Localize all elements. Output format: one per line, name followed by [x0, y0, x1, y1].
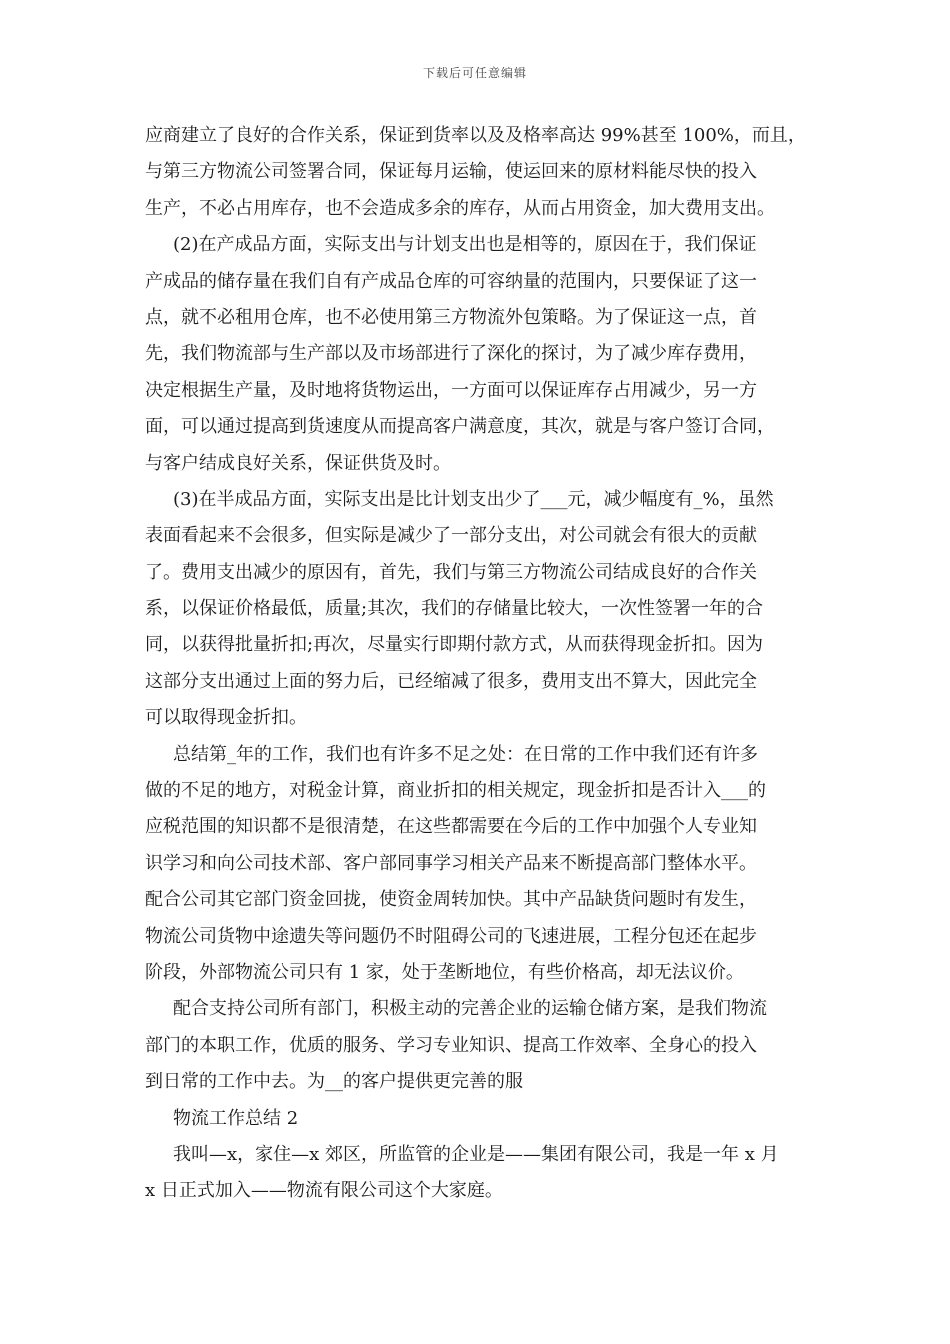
text-line: 了。费用支出减少的原因有，首先，我们与第三方物流公司结成良好的合作关 — [145, 561, 757, 583]
document-body — [145, 118, 813, 1210]
text-line: 总结第_年的工作，我们也有许多不足之处：在日常的工作中我们还有许多 — [173, 743, 758, 765]
text-line: 这部分支出通过上面的努力后，已经缩减了很多，费用支出不算大，因此完全 — [145, 670, 757, 692]
text-line: 应商建立了良好的合作关系，保证到货率以及及格率高达 99%甚至 100%，而且， — [145, 125, 806, 146]
text-line: 配合支持公司所有部门，积极主动的完善企业的运输仓储方案，是我们物流 — [173, 998, 767, 1020]
text-line: 产成品的储存量在我们自有产成品仓库的可容纳量的范围内，只要保证了这一 — [145, 270, 757, 292]
text-line: 面，可以通过提高到货速度从而提高客户满意度，其次，就是与客户签订合同， — [145, 416, 775, 438]
text-line: 物流公司货物中途遗失等问题仍不时阻碍公司的飞速进展，工程分包还在起步 — [145, 925, 757, 947]
text-line: 应税范围的知识都不是很清楚，在这些都需要在今后的工作中加强个人专业知 — [145, 816, 757, 838]
text-line: 到日常的工作中去。为__的客户提供更完善的服 — [145, 1071, 523, 1093]
text-line: 做的不足的地方，对税金计算，商业折扣的相关规定，现金折扣是否计入___的 — [145, 780, 766, 802]
text-line: 我叫—x，家住—x 郊区，所监管的企业是——集团有限公司，我是一年 x 月 — [173, 1143, 779, 1165]
text-line: 决定根据生产量，及时地将货物运出，一方面可以保证库存占用减少，另一方 — [145, 379, 757, 401]
text-line: 生产，不必占用库存，也不会造成多余的库存，从而占用资金，加大费用支出。 — [145, 197, 775, 219]
text-line: 先，我们物流部与生产部以及市场部进行了深化的探讨，为了减少库存费用， — [145, 343, 757, 365]
text-line: (2)在产成品方面，实际支出与计划支出也是相等的，原因在于，我们保证 — [173, 234, 757, 256]
text-line: 点，就不必租用仓库，也不必使用第三方物流外包策略。为了保证这一点，首 — [145, 306, 757, 328]
text-line: 识学习和向公司技术部、客户部同事学习相关产品来不断提高部门整体水平。 — [145, 852, 757, 874]
text-line: 与第三方物流公司签署合同，保证每月运输，使运回来的原材料能尽快的投入 — [145, 161, 757, 183]
text-line: 物流工作总结 2 — [173, 1107, 299, 1129]
text-line: x 日正式加入——物流有限公司这个大家庭。 — [145, 1180, 503, 1202]
text-line: 同，以获得批量折扣;再次，尽量实行即期付款方式，从而获得现金折扣。因为 — [145, 634, 764, 656]
text-line: 表面看起来不会很多，但实际是减少了一部分支出，对公司就会有很大的贡献 — [145, 525, 757, 547]
text-line: 部门的本职工作，优质的服务、学习专业知识、提高工作效率、全身心的投入 — [145, 1034, 757, 1056]
text-line: 配合公司其它部门资金回拢，使资金周转加快。其中产品缺货问题时有发生， — [145, 889, 757, 911]
text-line: 系，以保证价格最低，质量;其次，我们的存储量比较大，一次性签署一年的合 — [145, 598, 764, 620]
page-header-note: 下载后可任意编辑 — [422, 66, 527, 80]
text-line: 阶段，外部物流公司只有 1 家，处于垄断地位，有些价格高，却无法议价。 — [145, 961, 744, 983]
text-line: 与客户结成良好关系，保证供货及时。 — [145, 452, 451, 474]
text-line: (3)在半成品方面，实际支出是比计划支出少了___元，减少幅度有_%，虽然 — [173, 488, 774, 510]
text-line: 可以取得现金折扣。 — [145, 707, 307, 729]
